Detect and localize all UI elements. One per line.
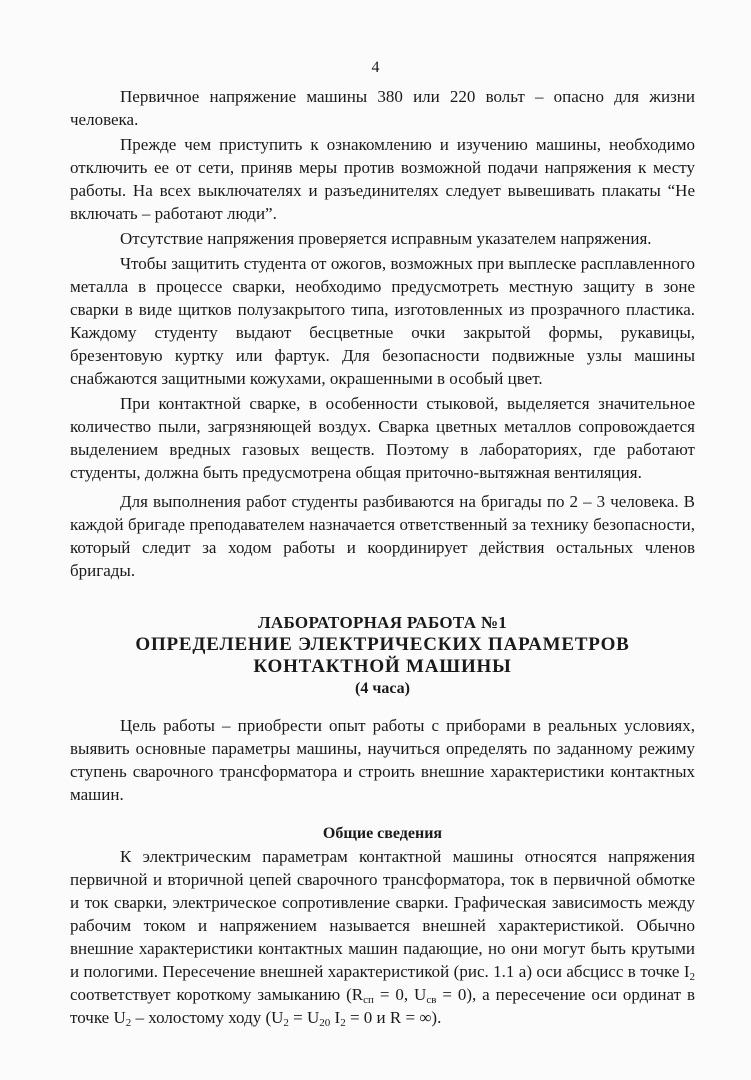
subscript: 2: [125, 1017, 132, 1029]
text-segment: – холостому ходу (U: [131, 1008, 284, 1027]
text-segment: К электрическим параметрам контактной машины относятся напряжения первичной и вторичной цепей сварочного трансформатора, ток в первичной обмотке и ток сварки, электрическое сопротивление сварки. Графическая зависимость между рабочим током и напряжением называется внешней характеристикой. Обычно внешние характеристики контактных машин падающие, но они могут быть крутыми и пологими. Пересечение внешней характеристикой (рис. 1.1 а) оси абсцисс в точке I: [70, 847, 695, 981]
lab-heading: ЛАБОРАТОРНАЯ РАБОТА №1: [257, 613, 508, 632]
text-segment: = U: [288, 1008, 320, 1027]
lab-title-line-1: ОПРЕДЕЛЕНИЕ ЭЛЕКТРИЧЕСКИХ ПАРАМЕТРОВ: [135, 634, 630, 655]
subscript: 20: [319, 1017, 331, 1029]
subscript: 2: [283, 1017, 289, 1029]
subscript: 2: [340, 1017, 346, 1029]
safety-text: [70, 85, 695, 582]
paragraph-voltage-check: Отсутствие напряжения проверяется исправным указателем напряжения.: [120, 229, 652, 248]
text-segment: = 0), а пересечение оси ординат в точке U: [70, 985, 695, 1027]
paragraph-disconnect: Прежде чем приступить к ознакомлению и изучению машины, необходимо отключить ее от сети, приняв меры против возможной подачи напряжения к месту работы. На всех выключателях и разъединителях следует вывешивать плакаты “Не включать – работают люди”.: [70, 135, 695, 223]
paragraph-general: [70, 845, 695, 1029]
lab-hours: (4 часа): [355, 680, 410, 697]
paragraph-protection: Чтобы защитить студента от ожогов, возможных при выплеске расплавленного металла в процессе сварки, необходимо предусмотреть местную защиту в зоне сварки в виде щитков полузакрытого типа, изготовленных из прозрачного пластика. Каждому студенту выдают бесцветные очки закрытой формы, рукавицы, брезентовую куртку или фартук. Для безопасности подвижные узлы машины снабжаются защитными кожухами, окрашенными в особый цвет.: [70, 254, 695, 388]
general-info-heading: Общие сведения: [322, 825, 443, 842]
text-segment: = 0 и R = ∞).: [345, 1008, 442, 1027]
text-segment: I: [330, 1008, 341, 1027]
text-segment: = 0, U: [373, 985, 427, 1004]
paragraph-goal: Цель работы – приобрести опыт работы с приборами в реальных условиях, выявить основные параметры машины, научиться определять по заданному режиму ступень сварочного трансформатора и строить внешние характеристики контактных машин.: [70, 716, 695, 804]
goal-text: [70, 714, 695, 806]
paragraph-brigades: Для выполнения работ студенты разбиваются на бригады по 2 – 3 человека. В каждой бригаде преподавателем назначается ответственный за технику безопасности, который следит за ходом работы и координирует действия остальных членов бригады.: [70, 492, 695, 580]
subscript: сп: [363, 994, 374, 1006]
general-info-text: [70, 845, 695, 1029]
page-number: 4: [371, 59, 380, 76]
paragraph-voltage: Первичное напряжение машины 380 или 220 вольт – опасно для жизни человека.: [70, 87, 695, 129]
subscript: 2: [689, 971, 695, 983]
text-segment: соответствует короткому замыканию (R: [70, 985, 364, 1004]
subscript: св: [426, 994, 437, 1006]
lab-title: [70, 612, 695, 700]
lab-title-line-2: КОНТАКТНОЙ МАШИНЫ: [253, 656, 512, 677]
paragraph-ventilation: При контактной сварке, в особенности стыковой, выделяется значительное количество пыли, загрязняющей воздух. Сварка цветных металлов сопровождается выделением вредных газовых веществ. Поэтому в лабораториях, где работают студенты, должна быть предусмотрена общая приточно-вытяжная вентиляция.: [70, 394, 695, 482]
